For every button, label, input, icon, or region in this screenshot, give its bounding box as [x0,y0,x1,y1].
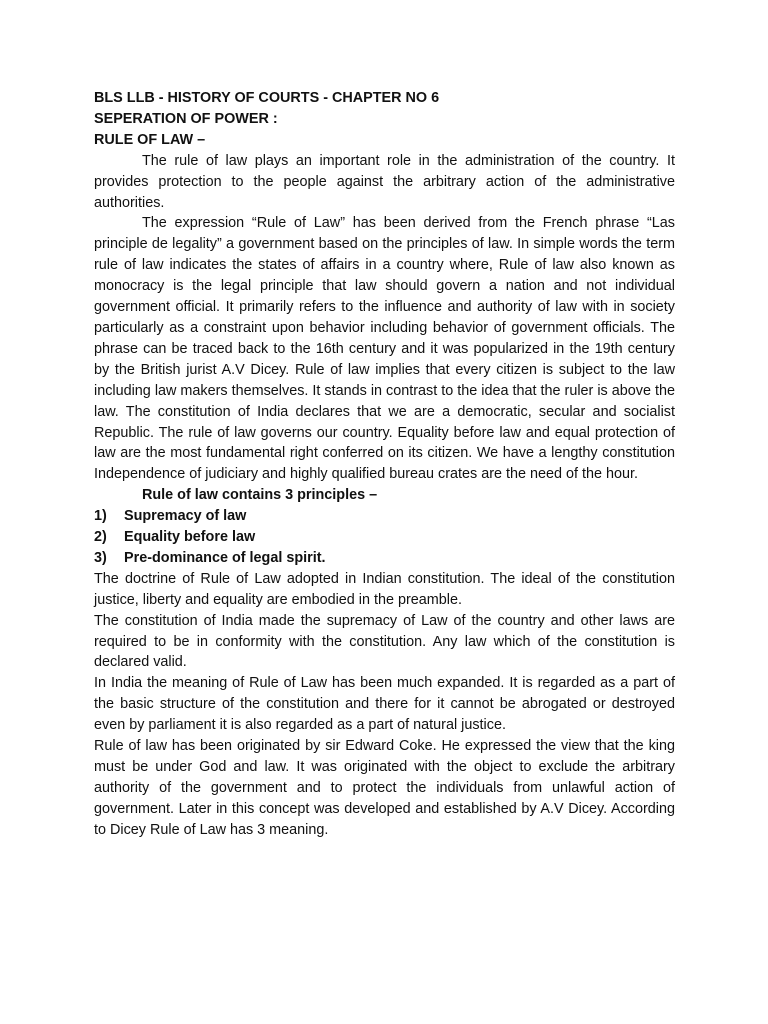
list-item-text: Pre-dominance of legal spirit. [124,549,326,566]
paragraph-expression: The expression “Rule of Law” has been derived from the French phrase “Las principle de legality” a government based on the principles of law. In simple words the term rule of law indicates the states of affairs in a country where, Rule of law also known as monocracy is the legal principle that law should govern a nation and not individual government official. It primarily refers to the influence and authority of law with in society particularly as a constraint upon behavior including behavior of government officials. The phrase can be traced back to the 16th century and it was popularized in the 19th century by the British jurist A.V Dicey. Rule of law implies that every citizen is subject to the law including law makers themselves. It stands in contrast to the idea that the ruler is above the law. The constitution of India declares that we are a democratic, secular and socialist Republic. The rule of law governs our country. Equality before law and equal protection of law are the most fundamental right conferred on its citizen. We have a lengthy constitution Independence of judiciary and highly qualified bureau crates are the need of the hour. [94,215,675,483]
paragraph-intro: The rule of law plays an important role in the administration of the country. It provides protection to the people against the arbitrary action of the administrative authorities. [94,152,675,211]
list-item-text: Equality before law [124,529,256,546]
list-item [94,506,675,527]
section-heading: SEPERATION OF POWER : [94,110,278,127]
paragraph-origin: Rule of law has been originated by sir Edward Coke. He expressed the view that the king must be under God and law. It was originated with the object to exclude the arbitrary authority of the government and to protect the individuals from unlawful action of government. Later in this concept was developed and established by A.V Dicey. According to Dicey Rule of Law has 3 meaning. [94,738,675,838]
principles-list [94,506,675,569]
list-item-number: 3) [94,549,107,566]
subsection-heading: RULE OF LAW – [94,131,206,148]
list-item-number: 2) [94,529,107,546]
list-item [94,527,675,548]
paragraph-supremacy: The constitution of India made the supremacy of Law of the country and other laws are required to be in conformity with the constitution. Any law which of the constitution is declared valid. [94,612,675,671]
document-title: BLS LLB - HISTORY OF COURTS - CHAPTER NO 6 [94,90,440,106]
paragraph-doctrine: The doctrine of Rule of Law adopted in Indian constitution. The ideal of the constitution justice, liberty and equality are embodied in the preamble. [94,570,675,608]
list-item-number: 1) [94,508,107,525]
paragraph-india-meaning: In India the meaning of Rule of Law has been much expanded. It is regarded as a part of the basic structure of the constitution and there for it cannot be abrogated or destroyed even by parliament it is also regarded as a part of natural justice. [94,675,675,734]
document-page [94,88,675,841]
list-item-text: Supremacy of law [124,508,247,525]
principles-heading: Rule of law contains 3 principles – [142,487,378,504]
list-item [94,548,675,569]
